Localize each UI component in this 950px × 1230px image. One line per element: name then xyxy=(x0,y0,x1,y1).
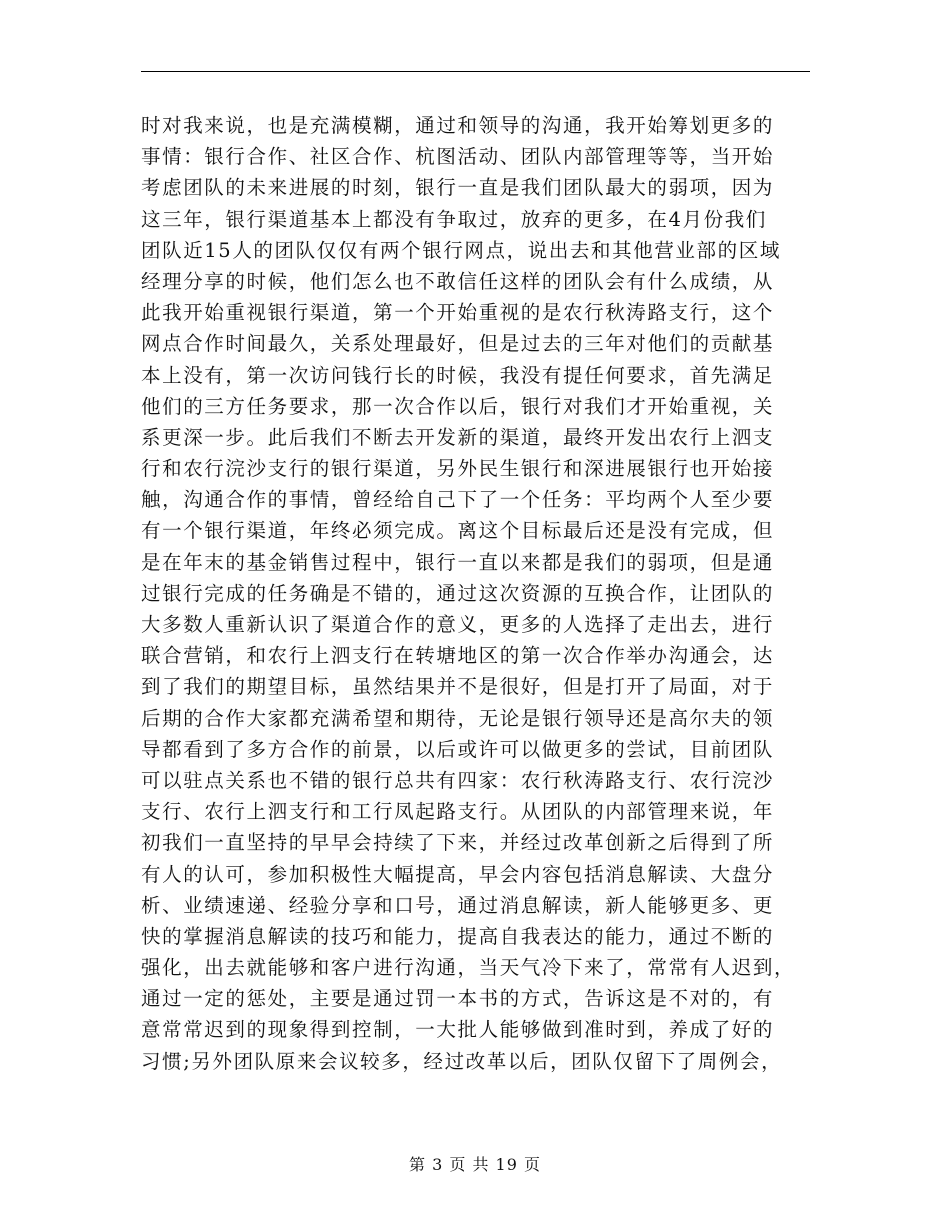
body-line: 团队近15人的团队仅仅有两个银行网点，说出去和其他营业部的区域 xyxy=(141,238,781,262)
body-line: 到了我们的期望目标，虽然结果并不是很好，但是打开了局面，对于 xyxy=(141,675,775,699)
page-footer xyxy=(0,1153,950,1177)
body-line: 可以驻点关系也不错的银行总共有四家：农行秋涛路支行、农行浣沙 xyxy=(141,768,775,792)
body-line: 事情：银行合作、社区合作、杭图活动、团队内部管理等等，当开始 xyxy=(141,145,775,169)
header-rule xyxy=(141,71,810,72)
body-line: 导都看到了多方合作的前景，以后或许可以做更多的尝试，目前团队 xyxy=(141,737,775,761)
body-line: 是在年末的基金销售过程中，银行一直以来都是我们的弱项，但是通 xyxy=(141,550,775,574)
body-line: 系更深一步。此后我们不断去开发新的渠道，最终开发出农行上泗支 xyxy=(141,425,775,449)
body-line: 考虑团队的未来进展的时刻，银行一直是我们团队最大的弱项，因为 xyxy=(141,176,775,200)
body-line: 快的掌握消息解读的技巧和能力，提高自我表达的能力，通过不断的 xyxy=(141,924,775,948)
body-line: 触，沟通合作的事情，曾经给自己下了一个任务：平均两个人至少要 xyxy=(141,488,775,512)
body-line: 此我开始重视银行渠道，第一个开始重视的是农行秋涛路支行，这个 xyxy=(141,301,775,325)
body-line: 联合营销，和农行上泗支行在转塘地区的第一次合作举办沟通会，达 xyxy=(141,644,775,668)
body-line: 后期的合作大家都充满希望和期待，无论是银行领导还是高尔夫的领 xyxy=(141,706,775,730)
body-line: 这三年，银行渠道基本上都没有争取过，放弃的更多，在4月份我们 xyxy=(141,207,767,231)
body-text xyxy=(141,110,811,1077)
body-line: 强化，出去就能够和客户进行沟通，当天气冷下来了，常常有人迟到， xyxy=(141,956,796,980)
page-number-label: 第 3 页 共 19 页 xyxy=(409,1155,541,1174)
body-line: 时对我来说，也是充满模糊，通过和领导的沟通，我开始筹划更多的 xyxy=(141,114,775,137)
body-line: 支行、农行上泗支行和工行凤起路支行。从团队的内部管理来说，年 xyxy=(141,800,775,824)
body-line: 他们的三方任务要求，那一次合作以后，银行对我们才开始重视，关 xyxy=(141,394,775,418)
body-line: 初我们一直坚持的早早会持续了下来，并经过改革创新之后得到了所 xyxy=(141,831,775,855)
body-line: 经理分享的时候，他们怎么也不敢信任这样的团队会有什么成绩，从 xyxy=(141,269,775,293)
body-line: 本上没有，第一次访问钱行长的时候，我没有提任何要求，首先满足 xyxy=(141,363,775,387)
body-line: 过银行完成的任务确是不错的，通过这次资源的互换合作，让团队的 xyxy=(141,581,775,605)
body-line: 网点合作时间最久，关系处理最好，但是过去的三年对他们的贡献基 xyxy=(141,332,775,356)
body-line: 大多数人重新认识了渠道合作的意义，更多的人选择了走出去，进行 xyxy=(141,613,775,636)
body-line: 有一个银行渠道，年终必须完成。离这个目标最后还是没有完成，但 xyxy=(141,519,775,543)
body-line: 有人的认可，参加积极性大幅提高，早会内容包括消息解读、大盘分 xyxy=(141,862,775,886)
body-line: 意常常迟到的现象得到控制，一大批人能够做到准时到，养成了好的 xyxy=(141,1018,775,1042)
body-line: 析、业绩速递、经验分享和口号，通过消息解读，新人能够更多、更 xyxy=(141,893,775,917)
body-line: 行和农行浣沙支行的银行渠道，另外民生银行和深进展银行也开始接 xyxy=(141,457,775,481)
body-line: 习惯;另外团队原来会议较多，经过改革以后，团队仅留下了周例会， xyxy=(141,1049,783,1073)
body-line: 通过一定的惩处，主要是通过罚一本书的方式，告诉这是不对的，有 xyxy=(141,987,775,1011)
